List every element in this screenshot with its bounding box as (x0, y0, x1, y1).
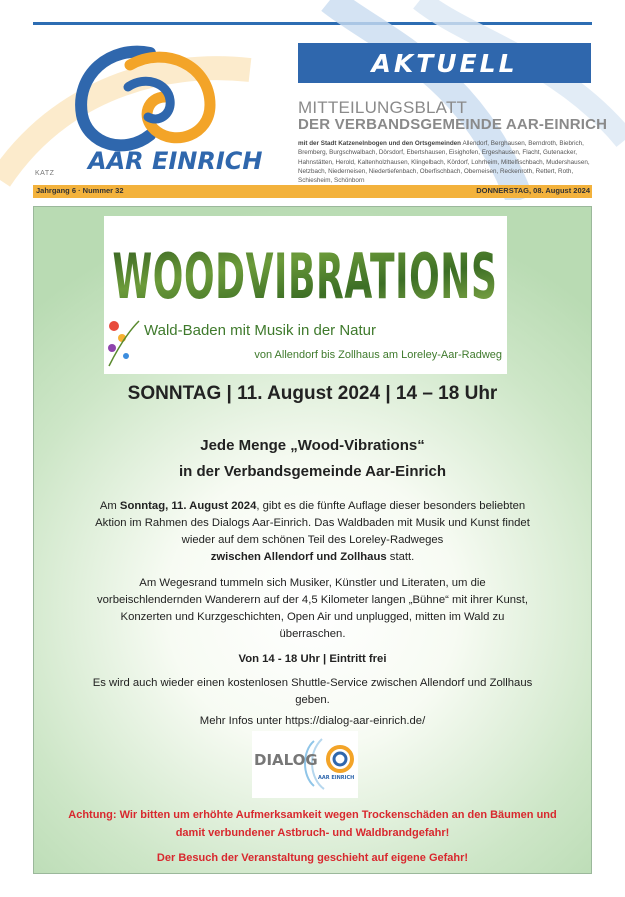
p1-route-bold: zwischen Allendorf und Zollhaus (210, 551, 387, 563)
paragraph-time-entry: Von 14 - 18 Uhr | Eintritt frei (238, 653, 387, 665)
municipalities-list (298, 139, 592, 185)
paragraph-intro (90, 498, 535, 566)
banner-title: WOODVIBRATIONS (112, 240, 498, 313)
paragraph-more-info: Mehr Infos unter https://dialog-aar-einrich.de/ (199, 715, 426, 727)
banner-subtitle: Wald-Baden mit Musik in der Natur (144, 322, 377, 339)
paragraph-artists: Am Wegesrand tummeln sich Musiker, Künstler und Literaten, um die vorbeischlendernden Wanderern auf der 4,5 Kilometer langen „Bühne“ mit ihrer Kunst, Konzerten und Kurzgeschichten, Open Air und unplugged, mitten im Wald zu überraschen. (97, 577, 528, 640)
katz-label: KATZ (35, 170, 55, 177)
masthead-title: MITTEILUNGSBLATT (298, 98, 468, 117)
dialog-logo-text: DIALOG (254, 751, 318, 769)
event-date-line: SONNTAG | 11. August 2024 | 14 – 18 Uhr (127, 383, 498, 404)
municipalities-names: Allendorf, Berghausen, Berndroth, Biebrich, Bremberg, Burgschwalbach, Dörsdorf, Ebertshausen, Eisighofen, Ergeshausen, Flacht, Gutenacker, Hahnstätten, Herold, Kaltenholzhausen, Klingelbach, Kördorf, Lohrheim, Mittelfischbach, Mudershausen, Netzbach, Niederneisen, Niedertiefenbach, Oberfischbach, Oberneisen, Reckenroth, Rettert, Roth, Schiesheim, Schönborn (298, 140, 590, 185)
dialog-logo-sub: AAR EINRICH (318, 775, 355, 781)
top-rule (33, 22, 592, 25)
warning-dry-damage: Achtung: Wir bitten um erhöhte Aufmerksamkeit wegen Trockenschäden an den Bäumen und damit verbundener Astbruch- und Waldbrandgefahr! (68, 809, 557, 839)
woodvibrations-banner (104, 216, 507, 374)
headline-line2: in der Verbandsgemeinde Aar-Einrich (178, 463, 447, 480)
paragraph-shuttle: Es wird auch wieder einen kostenlosen Shuttle-Service zwischen Allendorf und Zollhaus geben. (92, 677, 533, 706)
aktuell-label: AKTUELL (371, 48, 518, 78)
issue-number: Jahrgang 6 · Nummer 32 (36, 186, 124, 195)
p1-date-bold: Sonntag, 11. August 2024 (119, 500, 257, 512)
issue-date: DONNERSTAG, 08. August 2024 (476, 186, 590, 195)
logo-text-aar: AAR EINRICH (88, 147, 263, 175)
p1-text-c: statt. (386, 551, 415, 563)
municipalities-intro: mit der Stadt Katzenelnbogen und den Ortsgemeinden (298, 140, 462, 147)
p1-text-a: Am (99, 500, 120, 512)
masthead-subtitle: DER VERBANDSGEMEINDE AAR-EINRICH (298, 116, 608, 133)
aar-einrich-logo (70, 35, 275, 180)
warning-own-risk: Der Besuch der Veranstaltung geschieht auf eigene Gefahr! (156, 852, 469, 864)
banner-route: von Allendorf bis Zollhaus am Loreley-Aar-Radweg (254, 349, 502, 361)
p1-text-b: , gibt es die fünfte Auflage dieser besonders beliebten Aktion im Rahmen des Dialogs Aar-Einrich. Das Waldbaden mit Musik und Kunst findet wieder auf dem schönen Teil des Loreley-Radweges (95, 500, 530, 546)
headline-line1: Jede Menge „Wood-Vibrations“ (200, 437, 425, 454)
dialog-logo (252, 731, 358, 798)
